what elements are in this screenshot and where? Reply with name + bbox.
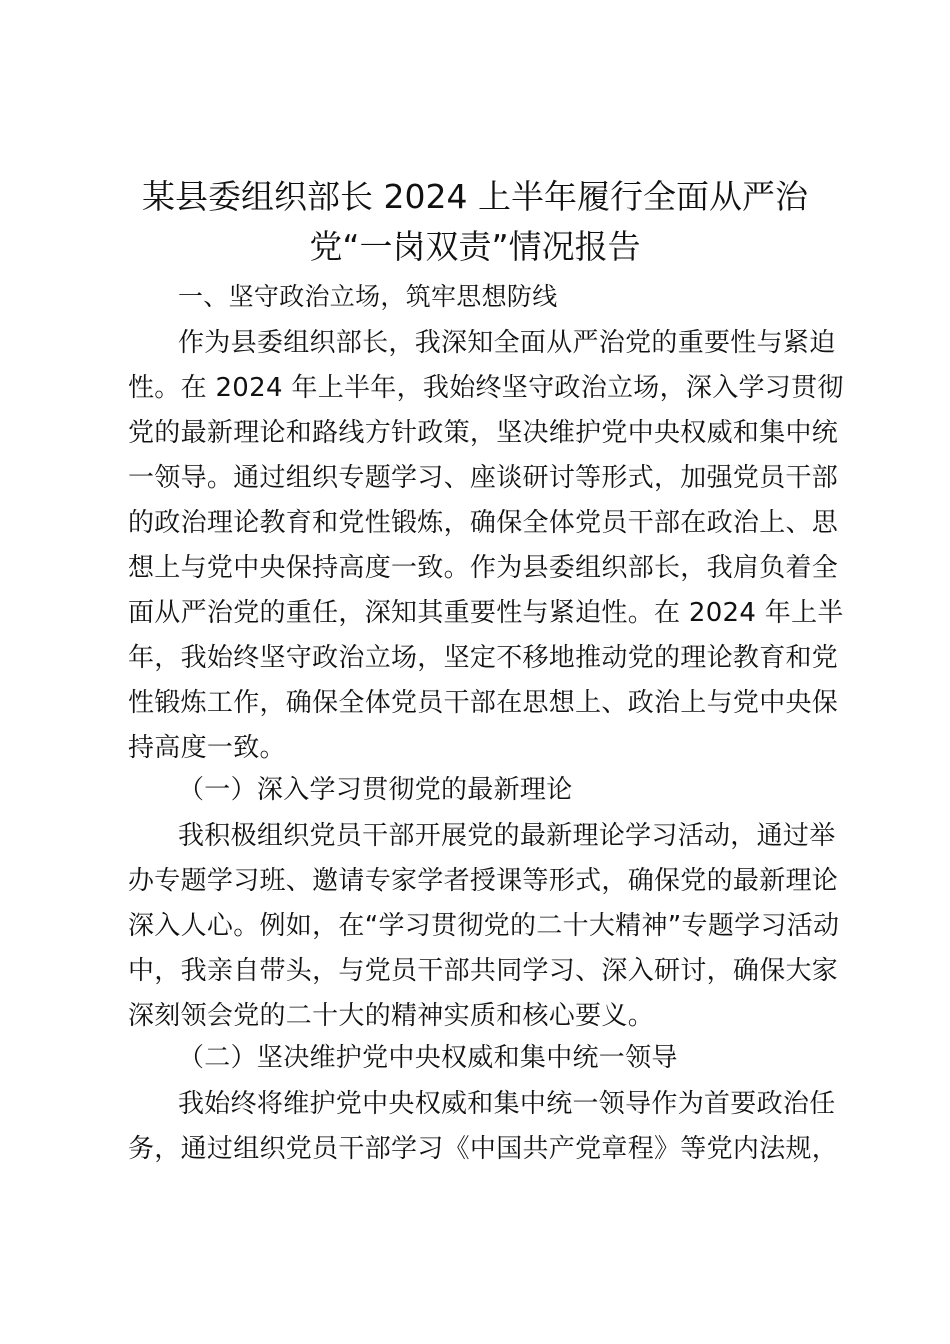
- paragraph-line: 深入人心。例如，在“学习贯彻党的二十大精神”专题学习活动: [128, 911, 840, 941]
- paragraph-line: 中，我亲自带头，与党员干部共同学习、深入研讨，确保大家: [128, 956, 839, 986]
- paragraph-line: 深刻领会党的二十大的精神实质和核心要义。: [128, 1001, 655, 1031]
- paragraph-line: 作为县委组织部长，我深知全面从严治党的重要性与紧迫: [178, 328, 836, 358]
- document-title: [100, 172, 850, 272]
- title-line-2: 党“一岗双责”情况报告: [309, 227, 641, 266]
- paragraph-line: 年，我始终坚守政治立场，坚定不移地推动党的理论教育和党: [128, 643, 839, 673]
- subsection-heading-2: （二）坚决维护党中央权威和集中统一领导: [178, 1043, 678, 1073]
- paragraph-line: 我始终将维护党中央权威和集中统一领导作为首要政治任: [178, 1089, 836, 1119]
- subsection-heading-1: （一）深入学习贯彻党的最新理论: [178, 775, 573, 805]
- paragraph-line: 的政治理论教育和党性锻炼，确保全体党员干部在政治上、思: [128, 508, 839, 538]
- paragraph-line: 我积极组织党员干部开展党的最新理论学习活动，通过举: [178, 821, 836, 851]
- paragraph-line: 办专题学习班、邀请专家学者授课等形式，确保党的最新理论: [128, 866, 839, 896]
- paragraph-line: 想上与党中央保持高度一致。作为县委组织部长，我肩负着全: [128, 553, 839, 583]
- title-line-1: 某县委组织部长 2024 上半年履行全面从严治: [142, 177, 808, 216]
- paragraph-line: 党的最新理论和路线方针政策，坚决维护党中央权威和集中统: [128, 418, 839, 448]
- paragraph-line: 一领导。通过组织专题学习、座谈研讨等形式，加强党员干部: [128, 463, 839, 493]
- paragraph-line: 性。在 2024 年上半年，我始终坚守政治立场，深入学习贯彻: [128, 373, 844, 403]
- paragraph-line: 性锻炼工作，确保全体党员干部在思想上、政治上与党中央保: [128, 688, 839, 718]
- paragraph-line: 面从严治党的重任，深知其重要性与紧迫性。在 2024 年上半: [128, 598, 844, 628]
- section-heading-1: 一、坚守政治立场，筑牢思想防线: [178, 282, 558, 311]
- paragraph-line: 务，通过组织党员干部学习《中国共产党章程》等党内法规，: [128, 1134, 839, 1164]
- paragraph-line: 持高度一致。: [128, 733, 286, 763]
